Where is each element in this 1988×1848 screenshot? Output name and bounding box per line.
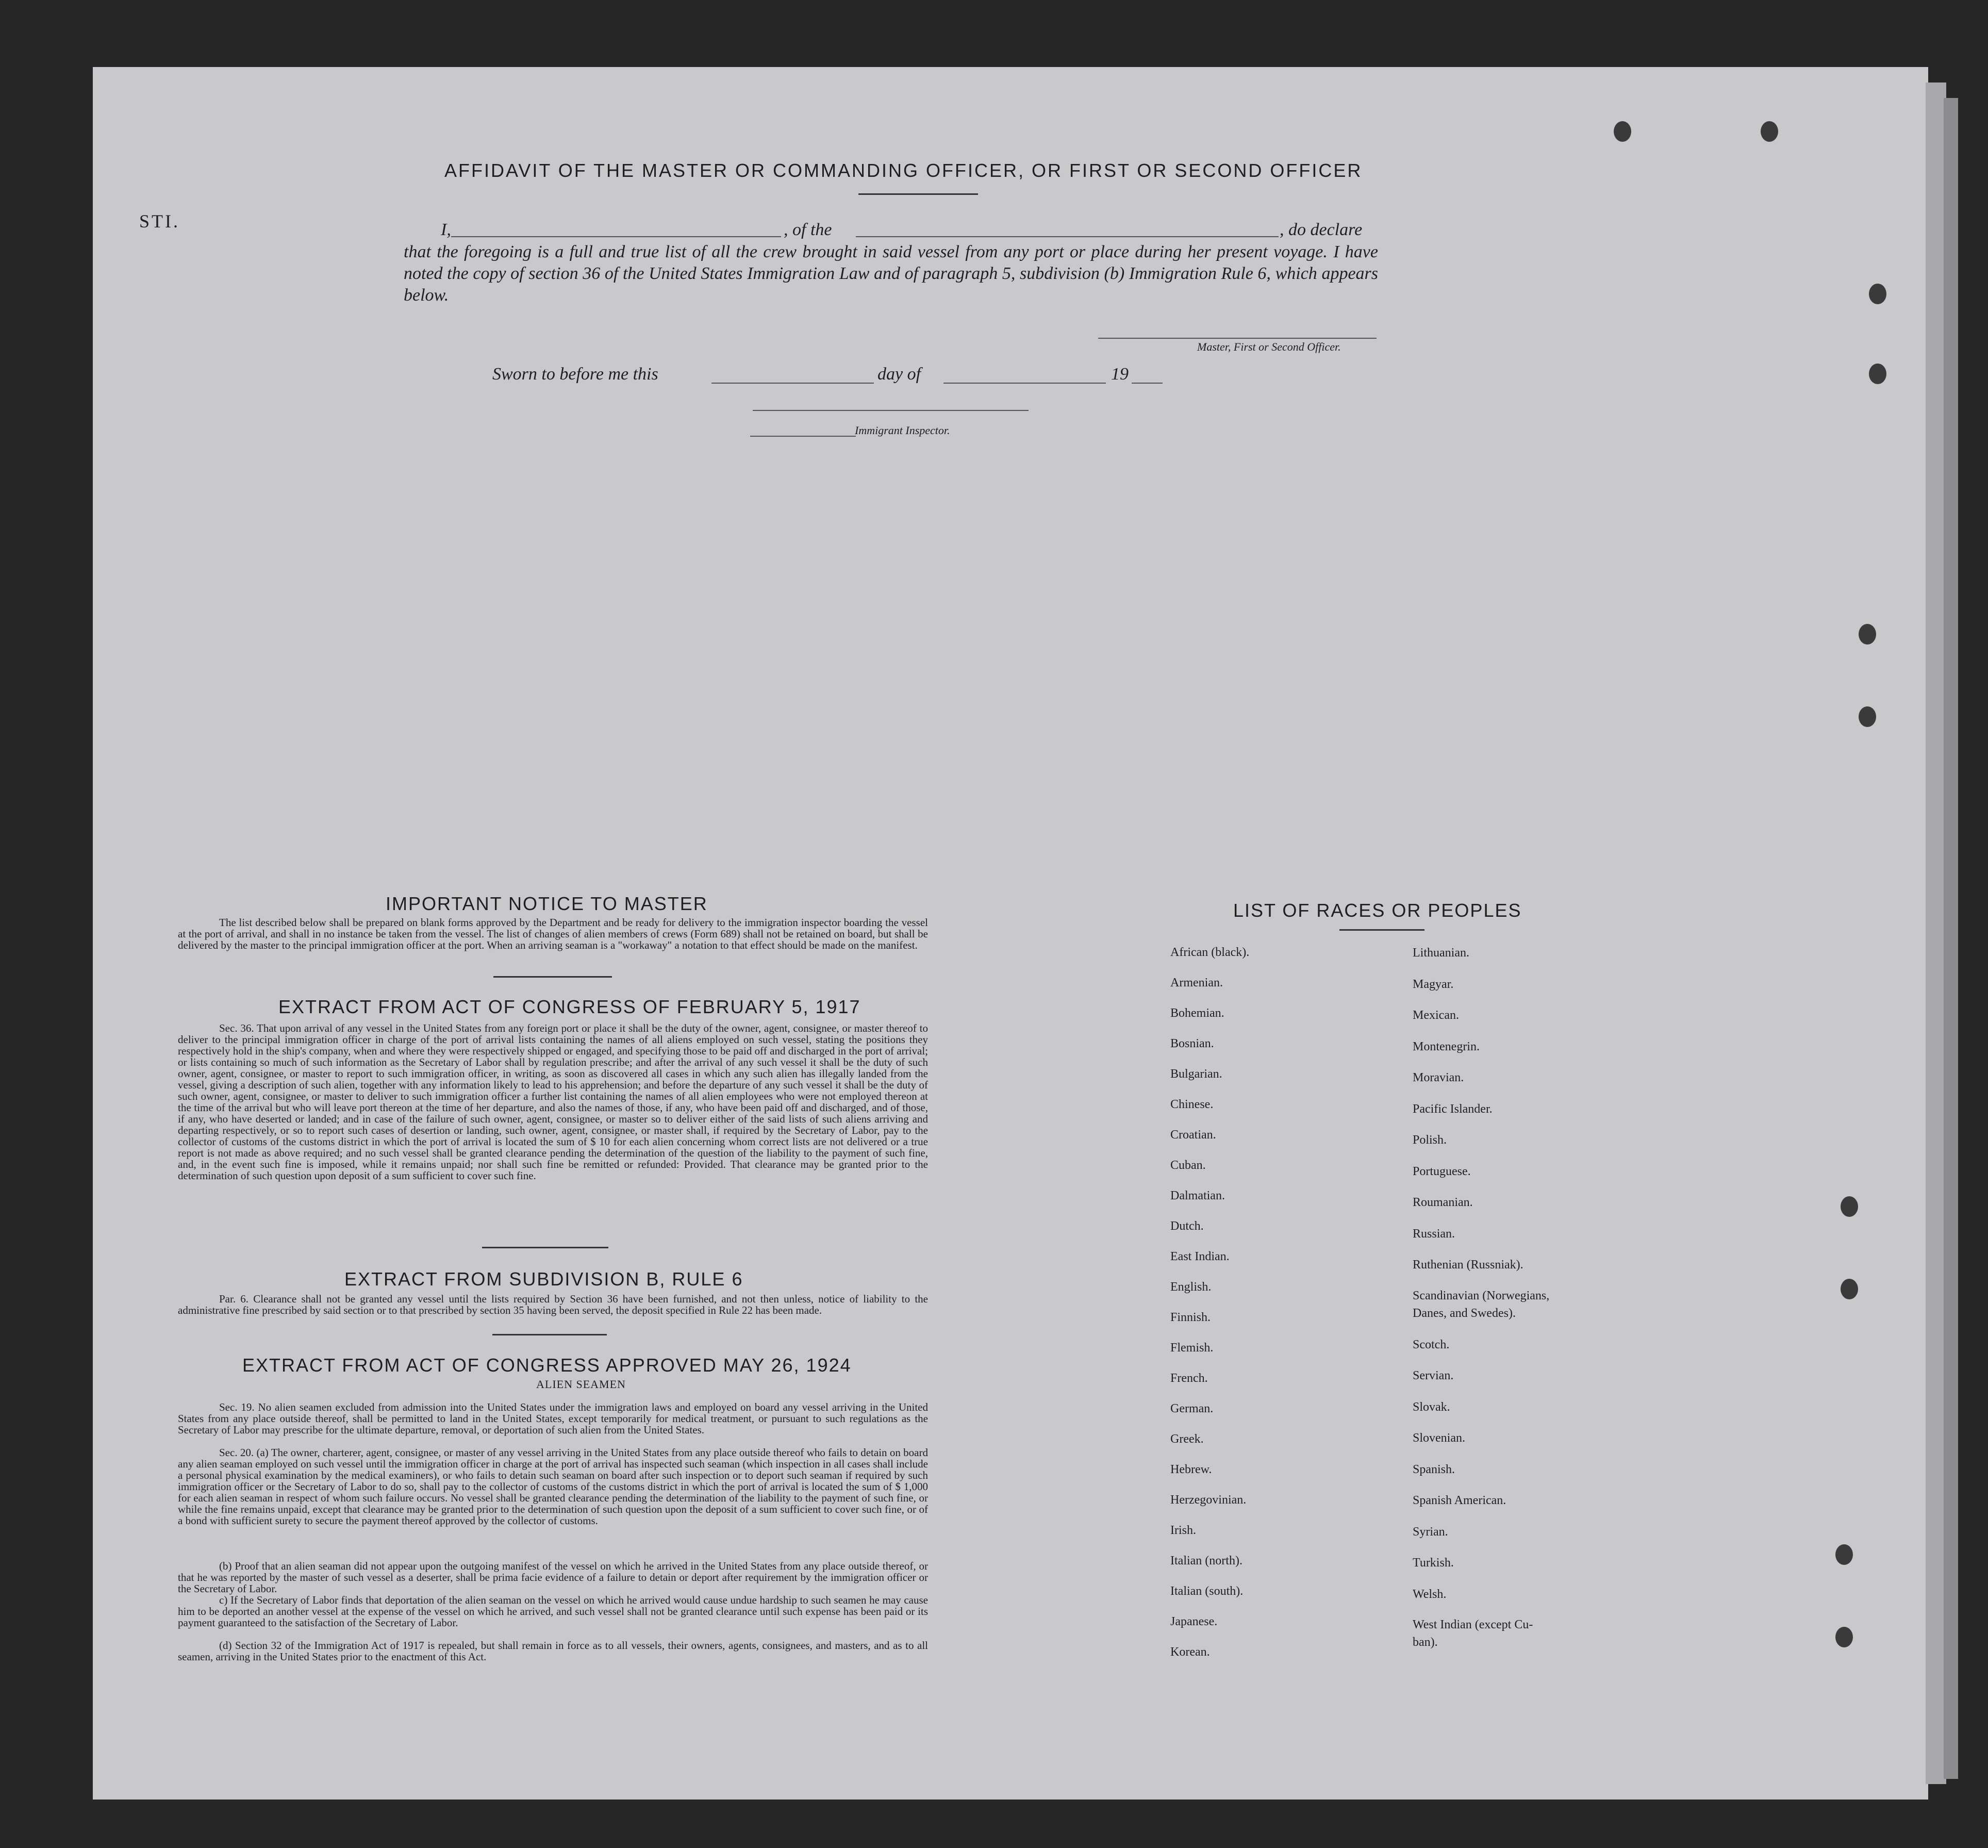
inspector-caption: Immigrant Inspector. bbox=[855, 424, 950, 437]
sworn-text: Sworn to before me this bbox=[492, 365, 658, 384]
race-item: Russian. bbox=[1413, 1227, 1455, 1241]
race-item: East Indian. bbox=[1170, 1250, 1230, 1263]
race-item: Cuban. bbox=[1170, 1159, 1206, 1172]
race-item: Portuguese. bbox=[1413, 1164, 1471, 1178]
race-item: Lithuanian. bbox=[1413, 946, 1469, 960]
sworn-day-line[interactable] bbox=[711, 383, 874, 384]
race-item: Bohemian. bbox=[1170, 1006, 1224, 1020]
vessel-name-line[interactable] bbox=[856, 236, 1279, 237]
race-item: Syrian. bbox=[1413, 1525, 1448, 1539]
race-item: Spanish. bbox=[1413, 1462, 1455, 1476]
affidavit-title: AFFIDAVIT OF THE MASTER OR COMMANDING OFFICER, OR FIRST OR SECOND OFFICER bbox=[444, 160, 1363, 181]
rule6-title: EXTRACT FROM SUBDIVISION B, RULE 6 bbox=[344, 1268, 743, 1290]
affidavit-of: , of the bbox=[784, 220, 832, 239]
race-item: Korean. bbox=[1170, 1645, 1210, 1659]
sec-19: Sec. 19. No alien seamen excluded from admission into the United States under the immigration laws and employed on board any vessel arriving in the United States from any place outside thereof, shall be permitted to land in the United States, except temporarily for medical treatment, or pursuant to such regulations as the Secretary of Labor may prescribe for the ultimate departure, removal, or deportation of such alien from the United States. bbox=[178, 1401, 928, 1436]
binder-hole bbox=[1841, 1196, 1858, 1217]
race-item: Scotch. bbox=[1413, 1338, 1450, 1351]
races-title: LIST OF RACES OR PEOPLES bbox=[1233, 900, 1522, 921]
race-item: Spanish American. bbox=[1413, 1494, 1506, 1507]
binder-hole bbox=[1869, 284, 1886, 304]
race-item: Moravian. bbox=[1413, 1071, 1464, 1084]
race-item: Slovenian. bbox=[1413, 1431, 1465, 1445]
title-underline bbox=[858, 193, 978, 195]
race-item: Magyar. bbox=[1413, 977, 1454, 991]
race-item: Montenegrin. bbox=[1413, 1040, 1480, 1053]
race-item: Dutch. bbox=[1170, 1219, 1204, 1233]
race-item: German. bbox=[1170, 1402, 1214, 1415]
race-item: Armenian. bbox=[1170, 976, 1223, 989]
master-signature-line[interactable] bbox=[1098, 338, 1377, 339]
affidavit-i: I, bbox=[441, 220, 451, 239]
notice-body: The list described below shall be prepared on blank forms approved by the Department and be ready for delivery to the immigration inspector boarding the vessel at the port of arrival, and shall in no instance be taken from the vessel. The list of changes of alien members of crews (Form 689) shall not be retained on board, but shall be delivered by the master to the principal immigration officer at the port. When an arriving seaman is a "workaway" a notation to that effect should be made on the manifest. bbox=[178, 916, 928, 951]
race-item: Greek. bbox=[1170, 1432, 1204, 1446]
extract-1917-body: Sec. 36. That upon arrival of any vessel in the United States from any foreign port or place it shall be the duty of the owner, agent, consignee, or master thereof to deliver to the principal immigration officer in charge of the port of arrival lists containing the names of all aliens employed on such vessel, stating the positions they respectively hold in the ship's company, when and where they were respectively shipped or engaged, and specifying those to be paid off and discharged in the port of arrival; or lists containing so much of such information as the Secretary of Labor shall by regulation prescribe; and after the arrival of any such vessel it shall be the duty of such owner, agent, consignee, or master to report to such immigration officer, in writing, as soon as discovered all cases in which any such alien has illegally landed from the vessel, giving a description of such alien, together with any information likely to lead to his apprehension; and before the departure of any such vessel it shall be the duty of such owner, agent, consignee, or master to deliver to such immigration officer a further list containing the names of all alien employees who were not employed thereon at the time of the arrival but who will leave port thereon at the time of her departure, and also the names of those, if any, who have been paid off and discharged, and of those, if any, who have deserted or landed; and in case of the failure of such owner, agent, consignee, or master so to deliver either of the said lists of such aliens arriving and departing respectively, or so to report such cases of desertion or landing, such owner, agent, consignee, or master shall, if required by the Secretary of Labor, pay to the collector of customs of the customs district in which the port of arrival is located the sum of $ 10 for each alien concerning whom correct lists are not delivered or a true report is not made as above required; and no such vessel shall be granted clearance pending the determination of the question of the liability to the payment of such fine, and, in the event such fine is imposed, while it remains unpaid; nor shall such fine be remitted or refunded: Provided. That clearance may be granted prior to the determination of such question upon deposit of a sum sufficient to cover such fine. bbox=[178, 1022, 928, 1182]
day-of-text: day of bbox=[877, 365, 921, 384]
races-right-column bbox=[1413, 937, 1681, 1651]
section-divider bbox=[493, 976, 612, 978]
binder-hole bbox=[1869, 364, 1886, 384]
alien-seamen-subtitle: ALIEN SEAMEN bbox=[536, 1378, 626, 1391]
race-item: Japanese. bbox=[1170, 1615, 1218, 1628]
race-item: Hebrew. bbox=[1170, 1463, 1212, 1476]
affidavit-body: that the foregoing is a full and true list of all the crew brought in said vessel from any port or place during her present voyage. I have noted the copy of section 36 of the United States Immigration Law and of paragraph 5, subdivision (b) Immigration Rule 6, which appears below. bbox=[404, 242, 1378, 305]
races-left-column bbox=[1170, 937, 1392, 1668]
race-item: African (black). bbox=[1170, 946, 1250, 959]
race-item: Herzegovinian. bbox=[1170, 1493, 1247, 1507]
notice-title: IMPORTANT NOTICE TO MASTER bbox=[386, 893, 708, 914]
race-item: Dalmatian. bbox=[1170, 1189, 1225, 1202]
sworn-month-line[interactable] bbox=[943, 383, 1106, 384]
master-name-line[interactable] bbox=[451, 236, 781, 237]
page-edge-shadow bbox=[1944, 98, 1958, 1779]
race-item: Croatian. bbox=[1170, 1128, 1216, 1142]
race-item: Irish. bbox=[1170, 1524, 1196, 1537]
margin-note: STI. bbox=[139, 211, 180, 232]
binder-hole bbox=[1859, 624, 1876, 645]
sec-20a: Sec. 20. (a) The owner, charterer, agent, consignee, or master of any vessel arriving in the United States from any place outside thereof who fails to detain on board any alien seaman employed on such vessel until the immigration officer in charge at the port of arrival has inspected such seaman (which inspection in all cases shall include a personal physical examination by the medical examiners), or who fails to detain such seaman on board after such inspection or to deport such seaman if required by such immigration officer or the Secretary of Labor to do so, shall pay to the collector of customs of the customs district in which the port of arrival is located the sum of $ 1,000 for each alien seaman in respect of whom such failure occurs. No vessel shall be granted clearance pending the determination of the liability to the payment of such fine, or while the fine remains unpaid, except that clearance may be granted prior to the determination of such question upon the deposit of a sum sufficient to cover such fine, or of a bond with sufficient surety to secure the payment thereof approved by the collector of customs. bbox=[178, 1446, 928, 1527]
race-item: French. bbox=[1170, 1372, 1208, 1385]
binder-hole bbox=[1841, 1279, 1858, 1299]
master-caption: Master, First or Second Officer. bbox=[1197, 340, 1341, 353]
sec-20c: c) If the Secretary of Labor finds that deportation of the alien seaman on the vessel on which he arrived would cause undue hardship to such seamen he may cause him to be deported an another vessel at the expense of the vessel on which he arrived, and such vessel shall not be granted clearance until such expense has been paid or its payment guaranteed to the satisfaction of the Secretary of Labor. bbox=[178, 1594, 928, 1629]
race-item: Servian. bbox=[1413, 1369, 1454, 1382]
inspector-caption-line bbox=[750, 436, 856, 437]
race-item: Flemish. bbox=[1170, 1341, 1214, 1355]
sec-20d: (d) Section 32 of the Immigration Act of 1917 is repealed, but shall remain in force as to all vessels, their owners, agents, consignees, and masters, and as to all seamen, arriving in the United States prior to the enactment of this Act. bbox=[178, 1639, 928, 1663]
binder-hole bbox=[1835, 1544, 1853, 1565]
sworn-year-line[interactable] bbox=[1132, 383, 1163, 384]
inspector-signature-line[interactable] bbox=[753, 410, 1029, 411]
race-item: Bulgarian. bbox=[1170, 1067, 1222, 1081]
races-title-underline bbox=[1339, 929, 1424, 931]
race-item: Roumanian. bbox=[1413, 1196, 1473, 1209]
year-prefix: 19 bbox=[1111, 365, 1129, 384]
rule6-body: Par. 6. Clearance shall not be granted any vessel until the lists required by Section 36 have been furnished, and not then unless, notice of liability to the administrative fine prescribed by said section or to that prescribed by section 35 having been served, the deposit specified in Rule 22 has been made. bbox=[178, 1293, 928, 1316]
race-item: English. bbox=[1170, 1280, 1212, 1294]
race-item: Scandinavian (Norwegians, Danes, and Swedes). bbox=[1413, 1289, 1550, 1320]
race-item: Polish. bbox=[1413, 1133, 1447, 1147]
affidavit-declare: , do declare bbox=[1280, 220, 1363, 239]
race-item: Finnish. bbox=[1170, 1311, 1211, 1324]
binder-hole bbox=[1761, 121, 1778, 142]
binder-hole bbox=[1614, 121, 1631, 142]
extract-1924-title: EXTRACT FROM ACT OF CONGRESS APPROVED MAY 26, 1924 bbox=[242, 1355, 852, 1376]
race-item: Chinese. bbox=[1170, 1098, 1214, 1111]
race-item: Welsh. bbox=[1413, 1587, 1447, 1601]
race-item: Italian (north). bbox=[1170, 1554, 1242, 1568]
race-item: Bosnian. bbox=[1170, 1037, 1214, 1050]
race-item: Mexican. bbox=[1413, 1009, 1459, 1022]
binder-hole bbox=[1835, 1627, 1853, 1647]
race-item: Turkish. bbox=[1413, 1556, 1454, 1570]
section-divider bbox=[492, 1334, 607, 1335]
race-item: West Indian (except Cu- ban). bbox=[1413, 1618, 1533, 1649]
race-item: Italian (south). bbox=[1170, 1585, 1244, 1598]
binder-hole bbox=[1859, 706, 1876, 727]
race-item: Slovak. bbox=[1413, 1400, 1450, 1414]
sec-20b: (b) Proof that an alien seaman did not appear upon the outgoing manifest of the vessel on which he arrived in the United States from any place outside thereof, or that he was reported by the master of such vessel as a deserter, shall be prima facie evidence of a failure to detain or deport after requirement by the immigration officer or the Secretary of Labor. bbox=[178, 1560, 928, 1595]
race-item: Pacific Islander. bbox=[1413, 1102, 1493, 1116]
extract-1917-title: EXTRACT FROM ACT OF CONGRESS OF FEBRUARY 5, 1917 bbox=[278, 996, 861, 1017]
section-divider bbox=[482, 1247, 608, 1248]
race-item: Ruthenian (Russniak). bbox=[1413, 1258, 1523, 1272]
page-edge bbox=[1926, 82, 1946, 1784]
